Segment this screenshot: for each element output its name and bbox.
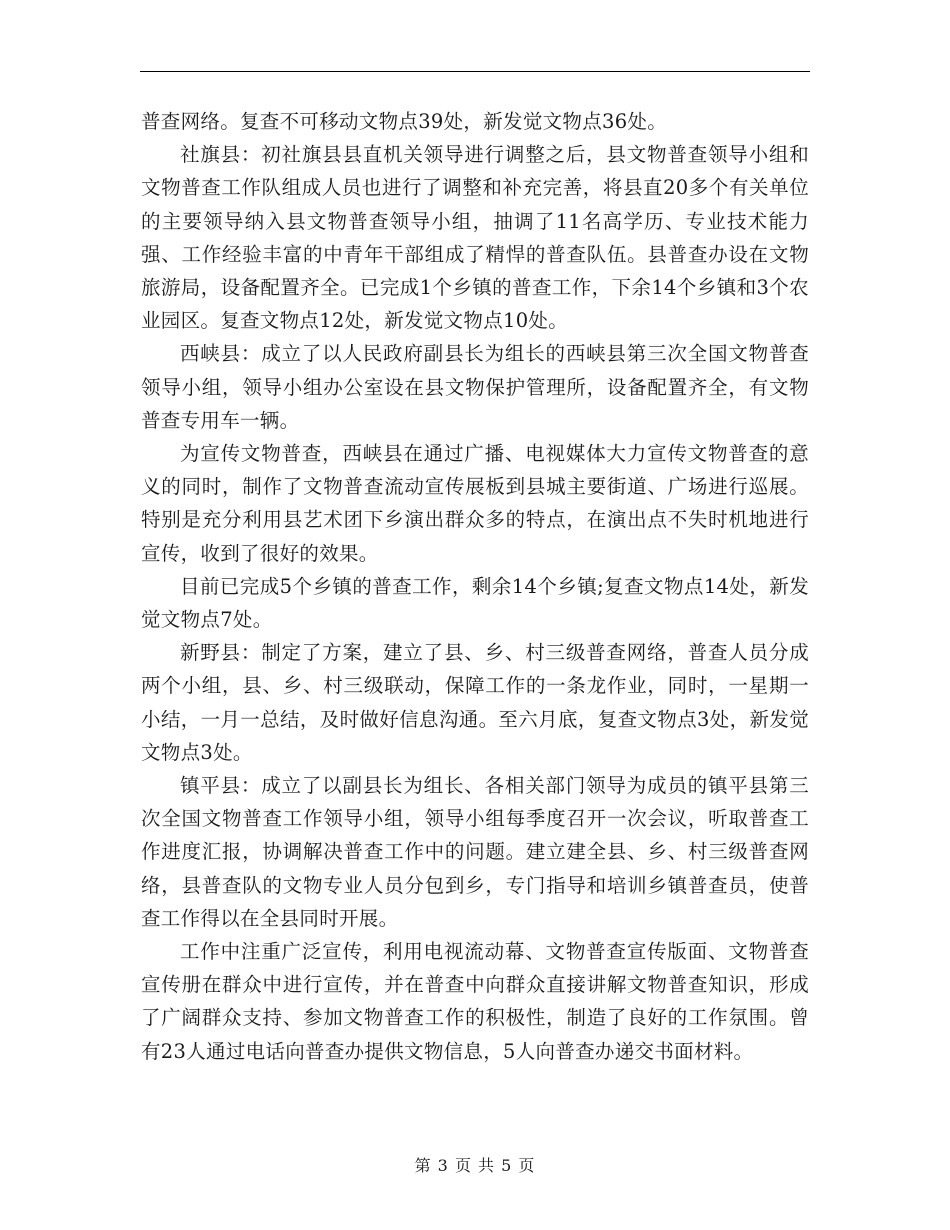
header-rule [140, 71, 810, 72]
paragraph-xinye: 新野县：制定了方案，建立了县、乡、村三级普查网络，普查人员分成两个小组，县、乡、村三级联动，保障工作的一条龙作业，同时，一星期一小结，一月一总结，及时做好信息沟通。至六月底，复查文物点3处，新发觉文物点3处。 [141, 641, 809, 764]
document-body [141, 105, 809, 1068]
paragraph-zhenping: 镇平县：成立了以副县长为组长、各相关部门领导为成员的镇平县第三次全国文物普查工作领导小组，领导小组每季度召开一次会议，听取普查工作进度汇报，协调解决普查工作中的问题。建立建全县、乡、村三级普查网络，县普查队的文物专业人员分包到乡，专门指导和培训乡镇普查员，使普查工作得以在全县同时开展。 [141, 774, 809, 930]
paragraph-xixia-progress: 目前已完成5个乡镇的普查工作，剩余14个乡镇;复查文物点14处，新发觉文物点7处。 [141, 574, 809, 632]
paragraph-sheqi: 社旗县：初社旗县县直机关领导进行调整之后，县文物普查领导小组和文物普查工作队组成人员也进行了调整和补充完善，将县直20多个有关单位的主要领导纳入县文物普查领导小组，抽调了11名高学历、专业技术能力强、工作经验丰富的中青年干部组成了精悍的普查队伍。县普查办设在文物旅游局，设备配置齐全。已完成1个乡镇的普查工作，下余14个乡镇和3个农业园区。复查文物点12处，新发觉文物点10处。 [141, 143, 809, 333]
page-number-footer: 第 3 页 共 5 页 [414, 1156, 536, 1175]
paragraph-xixia: 西峡县：成立了以人民政府副县长为组长的西峡县第三次全国文物普查领导小组，领导小组办公室设在县文物保护管理所，设备配置齐全，有文物普查专用车一辆。 [141, 342, 809, 432]
paragraph-zhenping-publicity: 工作中注重广泛宣传，利用电视流动幕、文物普查宣传版面、文物普查宣传册在群众中进行宣传，并在普查中向群众直接讲解文物普查知识，形成了广阔群众支持、参加文物普查工作的积极性，制造了良好的工作氛围。曾有23人通过电话向普查办提供文物信息，5人向普查办递交书面材料。 [141, 940, 809, 1063]
paragraph-xixia-publicity: 为宣传文物普查，西峡县在通过广播、电视媒体大力宣传文物普查的意义的同时，制作了文物普查流动宣传展板到县城主要街道、广场进行巡展。特别是充分利用县艺术团下乡演出群众多的特点，在演出点不失时机地进行宣传，收到了很好的效果。 [141, 442, 809, 565]
paragraph-continuation: 普查网络。复查不可移动文物点39处，新发觉文物点36处。 [141, 110, 668, 133]
